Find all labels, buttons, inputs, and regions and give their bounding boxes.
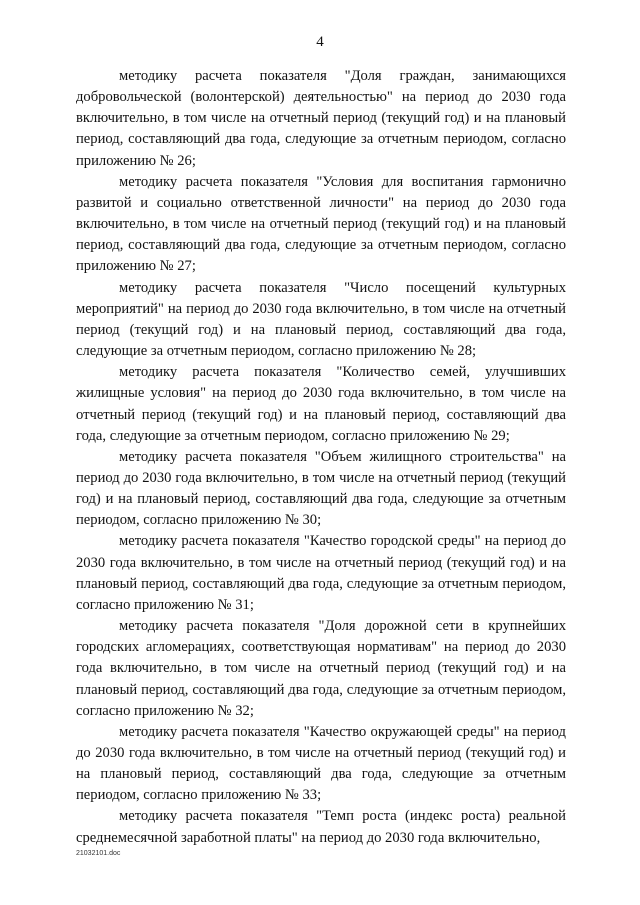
paragraph: методику расчета показателя "Качество окружающей среды" на период до 2030 года включительно, в том числе на отчетный период (текущий год) и на плановый период, составляющий два года, следующие за отчетным периодом, согласно приложению № 33; bbox=[76, 723, 566, 804]
paragraph: методику расчета показателя "Количество семей, улучшивших жилищные условия" на период до 2030 года включительно, в том числе на отчетный период (текущий год) и на плановый период, составляющий два года, следующие за отчетным периодом, согласно приложению № 29; bbox=[76, 364, 566, 444]
file-name-footer: 21032101.doc bbox=[76, 850, 121, 857]
paragraph: методику расчета показателя "Объем жилищного строительства" на период до 2030 года включительно, в том числе на отчетный период (текущий год) и на плановый период, составляющий два года, следующие за отчетным периодом, согласно приложению № 30; bbox=[76, 448, 566, 529]
paragraph: методику расчета показателя "Доля граждан, занимающихся добровольческой (волонтерской) деятельностью" на период до 2030 года включительно, в том числе на отчетный период (текущий год) и на плановый период, составляющий два года, следующие за отчетным периодом, согласно приложению № 26; bbox=[76, 68, 566, 169]
paragraph: методику расчета показателя "Число посещений культурных мероприятий" на период до 2030 года включительно, в том числе на отчетный период (текущий год) и на плановый период, составляющий два года, следующие за отчетным периодом, согласно приложению № 28; bbox=[76, 279, 566, 360]
paragraph: методику расчета показателя "Темп роста (индекс роста) реальной среднемесячной заработной платы" на период до 2030 года включительно, bbox=[76, 808, 566, 846]
page-number: 4 bbox=[316, 34, 324, 50]
document-body bbox=[76, 66, 566, 849]
paragraph: методику расчета показателя "Качество городской среды" на период до 2030 года включительно, в том числе на отчетный период (текущий год) и на плановый период, составляющий два года, следующие за отчетным периодом, согласно приложению № 31; bbox=[76, 533, 566, 613]
paragraph: методику расчета показателя "Условия для воспитания гармонично развитой и социально ответственной личности" на период до 2030 года включительно, в том числе на отчетный период (текущий год) и на плановый период, составляющий два года, следующие за отчетным периодом, согласно приложению № 27; bbox=[76, 173, 566, 275]
paragraph: методику расчета показателя "Доля дорожной сети в крупнейших городских агломерациях, соответствующая нормативам" на период до 2030 года включительно, в том числе на отчетный период (текущий год) и на плановый период, составляющий два года, следующие за отчетным периодом, согласно приложению № 32; bbox=[76, 618, 566, 719]
